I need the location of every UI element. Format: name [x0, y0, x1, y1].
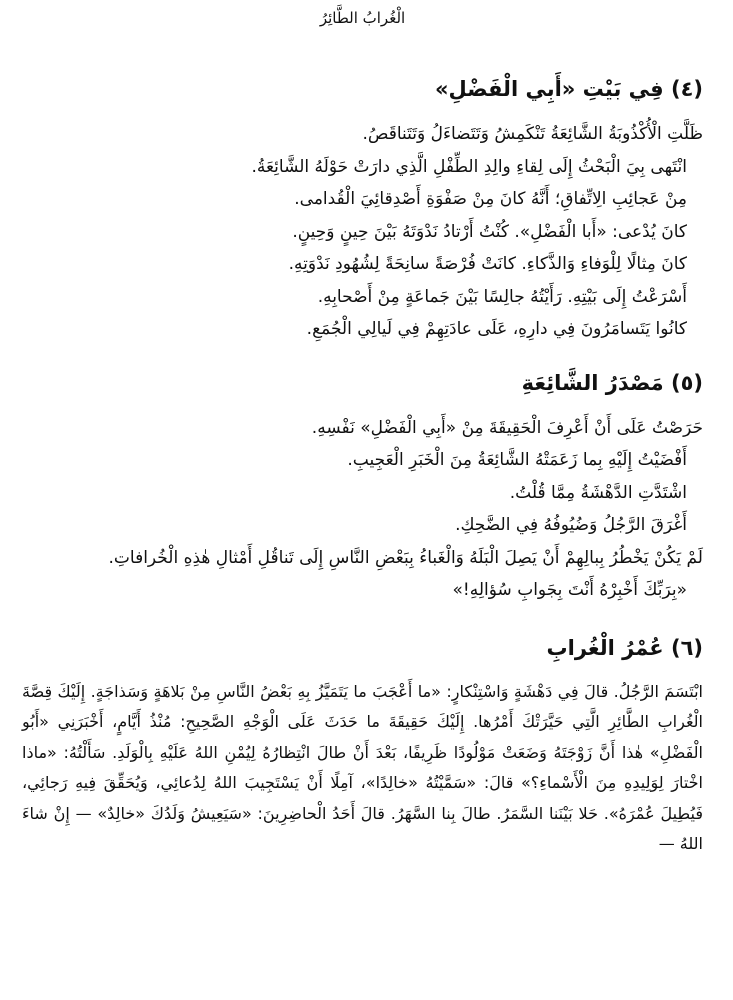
section-body — [22, 677, 703, 860]
section-heading: (٤) فِي بَيْتِ «أَبِي الْفَضْلِ» — [434, 77, 703, 101]
paragraph: كانُوا يَتَسامَرُونَ فِي دارِهِ، عَلَى عادَتِهِمْ فِي لَيالِي الْجُمَعِ. — [306, 319, 687, 339]
paragraph: أَغْرَقَ الرَّجُلُ وَضُيُوفُهُ فِي الضَّحِكِ. — [455, 515, 687, 535]
section-heading: (٥) مَصْدَرُ الشَّائِعَةِ — [521, 370, 703, 395]
paragraph: لَمْ يَكُنْ يَخْطُرُ بِبالِهِمْ أَنْ يَصِلَ الْبَلَهُ وَالْغَباءُ بِبَعْضِ النَّاسِ إِلَى تَناقُلِ أَمْثالِ هٰذِهِ الْخُرافاتِ. — [108, 547, 703, 568]
paragraph: «بِرَبِّكَ أَخْبِرْهُ أَنْتَ بِجَوابِ سُؤالِهِ!» — [452, 580, 687, 600]
running-header: الْغُرابُ الطَّائِرُ — [319, 9, 406, 27]
paragraph: حَرَصْتُ عَلَى أَنْ أَعْرِفَ الْحَقِيقَةَ مِنْ «أَبِي الْفَضْلِ» نَفْسِهِ. — [311, 417, 703, 438]
paragraph: كانَ مِثالًا لِلْوَفاءِ وَالذَّكاءِ. كانَتْ فُرْصَةً سانِحَةً لِشُهُودِ نَدْوَتِهِ. — [288, 254, 687, 274]
paragraph: مِنْ عَجائِبِ الِاتِّفاقِ؛ أَنَّهُ كانَ مِنْ صَفْوَةِ أَصْدِقائِيَ الْقُدامى. — [294, 189, 687, 209]
section-body — [22, 118, 703, 346]
section-body — [22, 412, 703, 607]
section-masdar-alshaia — [22, 368, 703, 607]
paragraph: اشْتَدَّتِ الدَّهْشَةُ مِمَّا قُلْتُ. — [509, 482, 687, 503]
section-fi-bayt-abi-alfadl — [22, 74, 703, 346]
section-umr-alghurab — [22, 633, 703, 860]
paragraph: أَسْرَعْتُ إِلَى بَيْتِهِ. رَأَيْتُهُ جالِسًا بَيْنَ جَماعَةٍ مِنْ أَصْحابِهِ. — [317, 286, 687, 307]
paragraph: ظَلَّتِ الْأُكْذُوبَةُ الشَّائِعَةُ تَنْكَمِشُ وَتَتَضاءَلُ وَتَتَناقَصُ. — [362, 124, 703, 144]
paragraph: أَفْضَيْتُ إِلَيْهِ بِما زَعَمَتْهُ الشَّائِعَةُ مِنَ الْخَبَرِ الْعَجِيبِ. — [347, 450, 687, 470]
section-heading: (٦) عُمْرُ الْغُرابِ — [546, 635, 703, 660]
paragraph: كانَ يُدْعى: «أَبا الْفَضْلِ». كُنْتُ أَرْتادُ نَدْوَتَهُ بَيْنَ حِينٍ وَحِينٍ. — [292, 221, 687, 242]
paragraph: انْتَهى بِيَ الْبَحْثُ إِلَى لِقاءِ والِدِ الطِّفْلِ الَّذِي دارَتْ حَوْلَهُ الشَّائِعَةُ. — [251, 156, 687, 177]
paragraph: ابْتَسَمَ الرَّجُلُ. قالَ فِي دَهْشَةٍ وَاسْتِنْكارٍ: «ما أَعْجَبَ ما يَتَمَيَّزُ بِهِ بَعْضُ النَّاسِ مِنْ بَلاهَةٍ وَسَذاجَةٍ. إِلَيْكَ قِصَّةَ الْغُرابِ الطَّائِرِ الَّتِي حَيَّرَتْكَ أَمْرُها. إِلَيْكَ حَقِيقَةَ ما حَدَثَ عَلَى الْوَجْهِ الصَّحِيحِ: مُنْذُ أَيَّامٍ، أَخْبَرَنِي «أَبُو الْفَضْلِ» هٰذا أَنَّ زَوْجَتَهُ وَضَعَتْ مَوْلُودًا ظَرِيفًا، بَعْدَ أَنْ طالَ انْتِظارُهُ لِيُمْنِ اللهُ عَلَيْهِ بِالْوَلَدِ. سَأَلْتُهُ: «ماذا اخْتارَ لِوَلِيدِهِ مِنَ الْأَسْماءِ؟» قالَ: «سَمَّيْتُهُ «خالِدًا»، آمِلًا أَنْ يَسْتَجِيبَ اللهُ لِدُعائِي، وَيُحَقِّقَ فِيهِ رَجائِي، فَيُطِيلَ عُمْرَهُ». حَلا بَيْنَنا السَّمَرُ. طالَ بِنا السَّهَرُ. قالَ أَحَدُ الْحاضِرِينَ: «سَيَعِيشُ وَلَدُكَ «خالِدٌ» — إِنْ شاءَ اللهُ — — [22, 681, 703, 853]
